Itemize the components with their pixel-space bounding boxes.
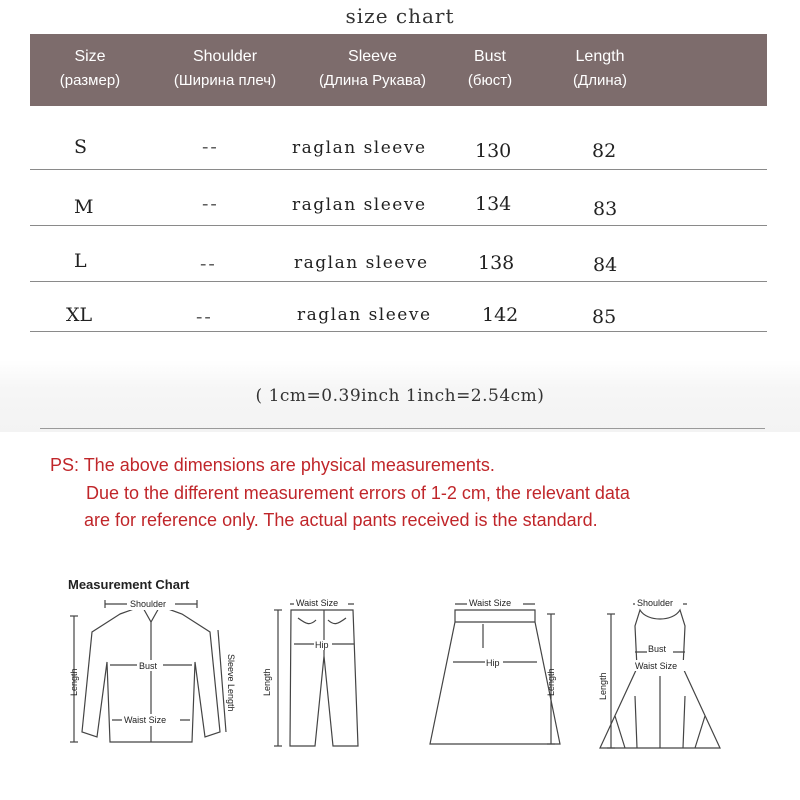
shirt-length-label: Length: [69, 668, 79, 696]
dress-bust-label: Bust: [648, 644, 667, 654]
table-row: [30, 236, 767, 282]
cell-shoulder: --: [202, 136, 219, 158]
cell-length: 85: [592, 306, 617, 328]
cell-size: M: [74, 196, 94, 218]
ps-note-line-3: are for reference only. The actual pants received is the standard.: [84, 510, 598, 530]
shirt-shoulder-label: Shoulder: [130, 599, 167, 609]
dress-waist-label: Waist Size: [635, 661, 678, 671]
cell-bust: 134: [475, 193, 512, 215]
cell-sleeve: raglan sleeve: [294, 253, 429, 273]
skirt-hip-label: Hip: [486, 658, 500, 668]
header-shoulder: Shoulder (Ширина плеч): [173, 48, 277, 89]
cell-size: L: [74, 250, 87, 272]
shirt-bust-label: Bust: [139, 661, 158, 671]
header-size: Size (размер): [59, 48, 121, 89]
pants-length-label: Length: [262, 668, 272, 696]
cell-sleeve: raglan sleeve: [292, 195, 427, 215]
pants-hip-label: Hip: [315, 640, 329, 650]
table-row: [30, 180, 767, 226]
table-header: [30, 34, 767, 106]
cell-shoulder: --: [196, 306, 213, 328]
skirt-length-label: Length: [546, 668, 556, 696]
cell-shoulder: --: [202, 193, 219, 215]
cell-bust: 130: [475, 140, 512, 162]
pants-measurement-figure: [258, 596, 368, 756]
ps-note-line-2: Due to the different measurement errors of 1-2 cm, the relevant data: [86, 483, 630, 503]
cell-size: S: [74, 136, 88, 158]
header-bust: Bust (бюст): [467, 48, 513, 89]
divider: [40, 428, 765, 429]
header-length: Length (Длина): [573, 48, 627, 89]
measurement-chart-title: Measurement Chart: [68, 577, 190, 592]
header-sleeve: Sleeve (Длина Рукава): [319, 48, 426, 89]
dress-shoulder-label: Shoulder: [637, 598, 674, 608]
table-row: [30, 124, 767, 170]
cell-sleeve: raglan sleeve: [292, 138, 427, 158]
dress-measurement-figure: [595, 596, 735, 760]
pants-waist-label: Waist Size: [296, 598, 339, 608]
skirt-waist-label: Waist Size: [469, 598, 512, 608]
cell-length: 84: [593, 254, 618, 276]
shirt-measurement-figure: [60, 592, 240, 762]
page-title: size chart: [345, 4, 455, 28]
cell-bust: 142: [482, 304, 519, 326]
shirt-sleeve-label: Sleeve Length: [226, 654, 236, 712]
dress-length-label: Length: [598, 672, 608, 700]
skirt-measurement-figure: [425, 596, 575, 756]
cell-sleeve: raglan sleeve: [297, 305, 432, 325]
cell-bust: 138: [478, 252, 515, 274]
cell-length: 83: [593, 198, 618, 220]
unit-conversion-note: ( 1cm=0.39inch 1inch=2.54cm): [255, 386, 545, 406]
shirt-waist-label: Waist Size: [124, 715, 167, 725]
cell-shoulder: --: [200, 253, 217, 275]
ps-note-line-1: PS: The above dimensions are physical measurements.: [50, 455, 495, 475]
cell-size: XL: [66, 304, 93, 326]
table-row: [30, 286, 767, 332]
cell-length: 82: [592, 140, 617, 162]
